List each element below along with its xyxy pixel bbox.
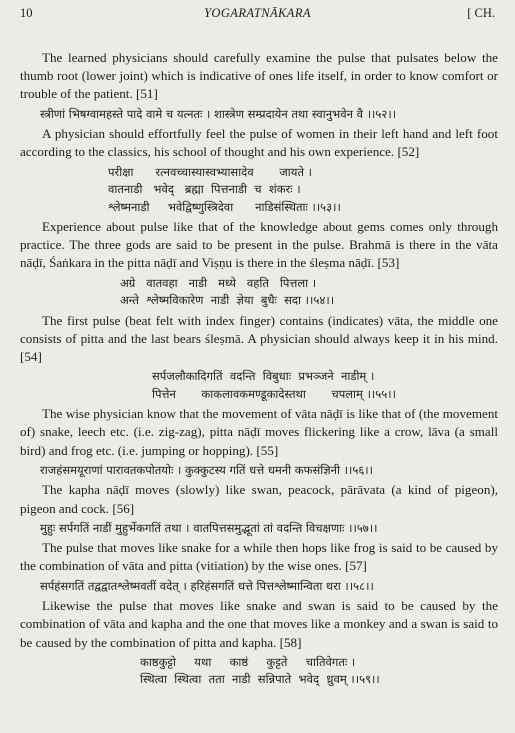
verse-line: पित्तेन काकलावकमण्डूकादेस्तथा चपलाम् ।।५५।। bbox=[152, 386, 396, 401]
translation-paragraph: The pulse that moves like snake for a while then hops like frog is said to be caused by the combination of vāta and pitta (vitiation) by the wise ones. [57] bbox=[20, 540, 498, 574]
sanskrit-verse bbox=[20, 106, 498, 124]
page-body bbox=[20, 49, 498, 691]
sanskrit-verse bbox=[20, 654, 498, 689]
translation-paragraph: A physician should effortfully feel the pulse of women in their left hand and left foot according to the classics, his school of thought and his own experience. [52] bbox=[20, 126, 498, 160]
sanskrit-verse bbox=[20, 520, 498, 538]
translation-paragraph: The learned physicians should carefully examine the pulse that pulsates below the thumb root (lower joint) which is indicative of ones life itself, in order to know comfort or trouble of the patient. [51] bbox=[20, 50, 498, 102]
sanskrit-verse bbox=[20, 275, 498, 310]
page-header bbox=[20, 6, 495, 24]
verse-line: श्लेष्मनाडी भवेद्विष्णुस्त्रिदेवा नाडिसंस्थिताः ।।५३।। bbox=[108, 199, 341, 214]
translation-paragraph: The wise physician know that the movement of vāta nāḍī is like that of (the movement of) snake, leech etc. (i.e. zig-zag), pitta nāḍī moves flickering like a crow, lāva (a small bird) and frog etc. (i.e. jumping or hopping). [55] bbox=[20, 406, 498, 458]
verse-line: सर्पजलौकादिगतिं वदन्ति विबुधाः प्रभञ्जने नाडीम् । bbox=[152, 369, 375, 384]
page-number: 10 bbox=[20, 6, 33, 20]
translation-paragraph: Experience about pulse like that of the knowledge about gems comes only through practice. The three gods are said to be present in the pulse. Brahmā is there in the vāta nāḍī, Śaṅkara in the pitta nāḍī and Viṣṇu is there in the śleṣma nāḍī. [53] bbox=[20, 219, 498, 271]
verse-line: अग्रे वातवहा नाडी मध्ये वहति पित्तला । bbox=[120, 275, 317, 290]
translation-paragraph: The kapha nāḍī moves (slowly) like swan, peacock, pārāvata (a kind of pigeon), pigeon and cock. [56] bbox=[20, 482, 498, 516]
verse-line: अन्ते श्लेष्मविकारेण नाडी ज्ञेया बुधैः सदा ।।५४।। bbox=[120, 293, 335, 308]
translation-paragraph: Likewise the pulse that moves like snake and swan is said to be caused by the combination of vāta and kapha and the one that moves like a monkey and a swan is said to be caused by the combination of pitta and kapha. [58] bbox=[20, 598, 498, 650]
verse-line: स्त्रीणां भिषग्वामहस्ते पादे वामे च यत्नतः । शास्त्रेण सम्प्रदायेन तथा स्वानुभवेन वै ।।५२।। bbox=[40, 106, 397, 121]
verse-line: स्थित्वा स्थित्वा तता नाडी सन्निपाते भवेद् ध्रुवम् ।।५९।। bbox=[140, 672, 380, 687]
verse-line: मुहुः सर्पगतिं नाडीं मुहुर्भेकगतिं तथा । वातपित्तसमुद्भूतां तां वदन्ति विचक्षणाः ।।५७।। bbox=[40, 520, 378, 535]
sanskrit-verse bbox=[20, 578, 498, 596]
sanskrit-verse bbox=[20, 462, 498, 480]
sanskrit-verse bbox=[20, 164, 498, 217]
verse-line: काष्ठकुट्टो यथा काष्ठं कुट्टते चातिवेगतः । bbox=[140, 654, 356, 669]
verse-line: राजहंसमयूराणां पारावतकपोतयोः । कुक्कुटस्य गतिं धत्ते धमनी कफसंज्ञिनी ।।५६।। bbox=[40, 462, 374, 477]
verse-line: सर्पहंसगतिं तद्वद्वातश्लेष्मवतीं वदेत् । हरिहंसगतिं धत्ते पित्तश्लेष्मान्विता धरा ।।५८।। bbox=[40, 578, 374, 593]
verse-line: परीक्षा रत्नवच्चास्यास्वभ्यासादेव जायते । bbox=[108, 164, 313, 179]
verse-line: वातनाडी भवेद् ब्रह्मा पित्तनाडी च शंकरः । bbox=[108, 182, 301, 197]
chapter-marker: [ CH. bbox=[467, 6, 495, 20]
sanskrit-verse bbox=[20, 368, 498, 403]
running-title: YOGARATNĀKARA bbox=[204, 6, 311, 20]
translation-paragraph: The first pulse (beat felt with index finger) contains (indicates) vāta, the middle one consists of pitta and the last bears śleṣmā. A physician should always keep it in his mind. [54] bbox=[20, 312, 498, 365]
